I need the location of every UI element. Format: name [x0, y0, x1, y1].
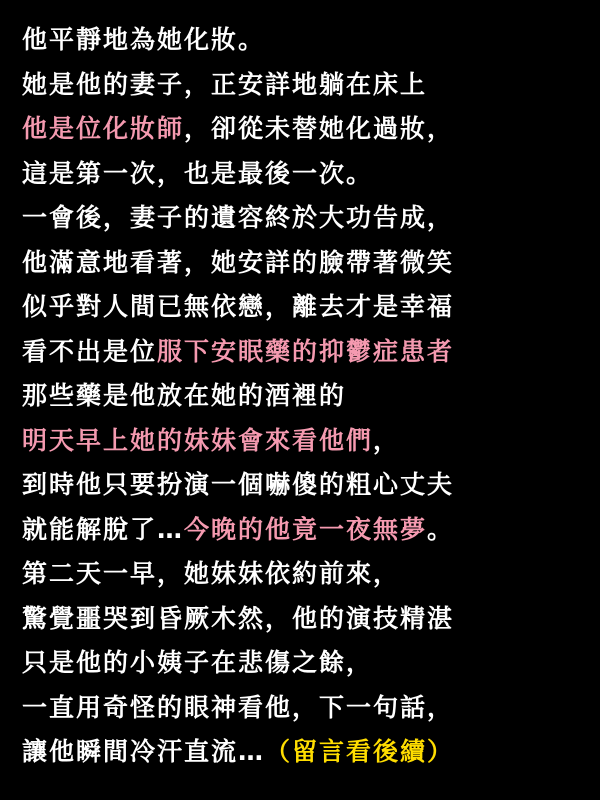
story-segment: 第二天一早，她妹妹依約前來，	[22, 559, 401, 588]
story-segment: 就能解脫了…	[22, 514, 185, 544]
story-segment: 驚覺噩哭到昏厥木然，他的演技精湛	[22, 603, 455, 633]
story-segment: 到時他只要扮演一個嚇傻的粗心丈夫	[22, 470, 455, 499]
read-more-hint: （留言看後續）	[265, 737, 455, 766]
story-segment: 。	[427, 514, 455, 544]
story-line-1	[22, 18, 582, 63]
story-line-9	[22, 374, 582, 419]
story-segment: 只是他的小姨子在悲傷之餘，	[22, 648, 374, 677]
story-line-16	[22, 686, 582, 731]
story-line-6	[22, 241, 582, 286]
story-segment: 他平靜地為她化妝。	[22, 25, 266, 54]
story-segment: 這是第一次，也是最後一次。	[22, 158, 374, 188]
story-line-17	[22, 730, 582, 775]
story-segment: 似乎對人間已無依戀，離去才是幸福	[22, 292, 455, 321]
story-segment: 讓他瞬間冷汗直流…	[22, 737, 266, 766]
story-line-7	[22, 285, 582, 330]
story-segment: 看不出是位	[22, 336, 158, 366]
story-segment: 他滿意地看著，她安詳的臉帶著微笑	[22, 247, 455, 277]
story-segment: 那些藥是他放在她的酒裡的	[22, 381, 347, 410]
story-text	[22, 18, 582, 775]
story-segment: 一直用奇怪的眼神看他，下一句話，	[22, 692, 455, 722]
story-line-11	[22, 463, 582, 508]
story-segment: 她是他的妻子，正安詳地躺在床上	[22, 69, 428, 99]
story-line-10	[22, 419, 582, 464]
story-line-2	[22, 63, 582, 108]
story-line-8	[22, 330, 582, 375]
story-line-12	[22, 508, 582, 553]
story-line-15	[22, 641, 582, 686]
story-segment: ，	[373, 425, 401, 455]
highlight-segment: 服下安眠藥的抑鬱症患者	[157, 336, 455, 366]
highlight-segment: 明天早上她的妹妹會來看他們	[22, 425, 374, 455]
story-line-14	[22, 597, 582, 642]
story-line-5	[22, 196, 582, 241]
story-line-4	[22, 152, 582, 197]
story-segment: ，卻從未替她化過妝，	[184, 114, 455, 143]
story-line-13	[22, 552, 582, 597]
highlight-segment: 他是位化妝師	[22, 114, 185, 143]
story-line-3	[22, 107, 582, 152]
story-segment: 一會後，妻子的遺容終於大功告成，	[22, 203, 455, 232]
highlight-segment: 今晚的他竟一夜無夢	[184, 514, 428, 544]
